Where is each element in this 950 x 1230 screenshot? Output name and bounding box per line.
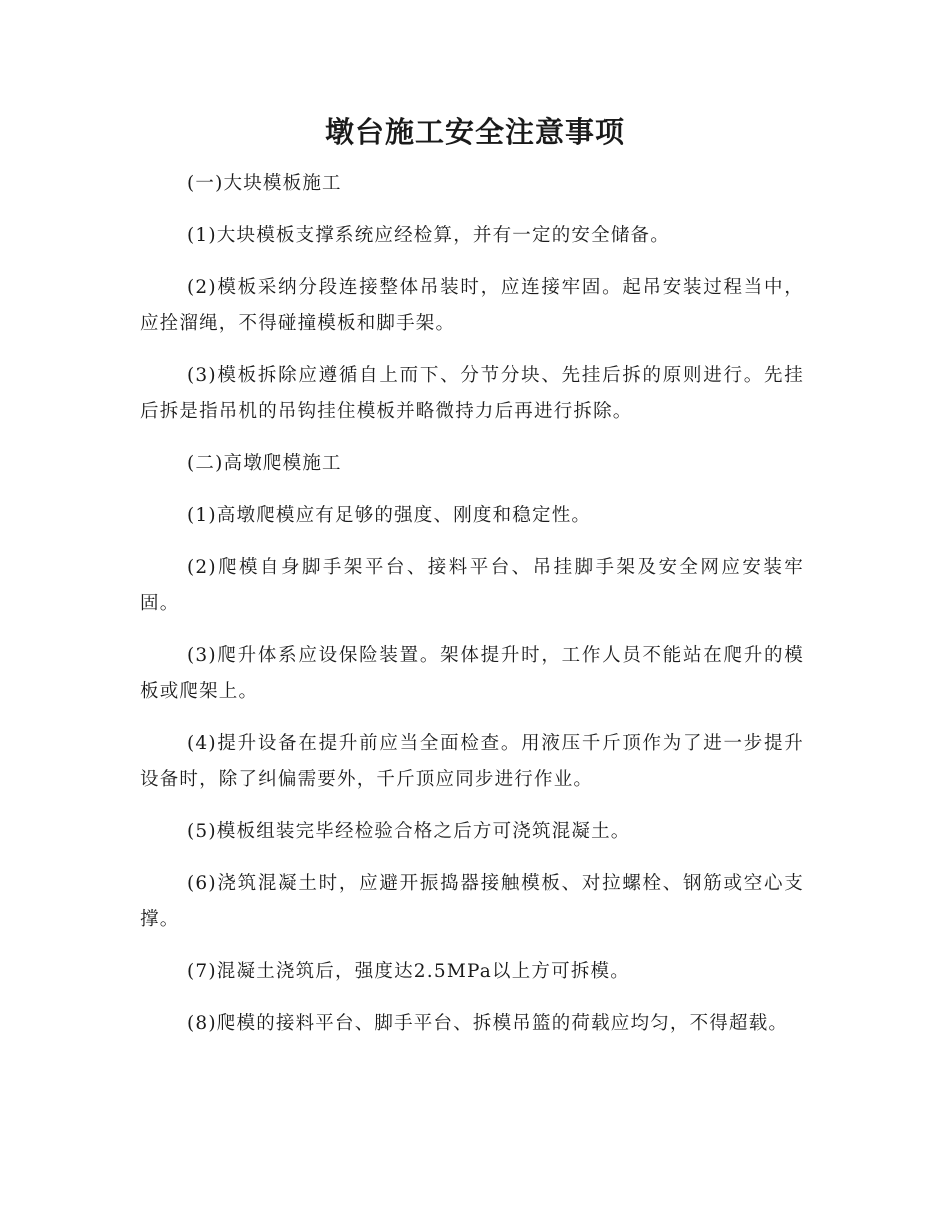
section-heading-climbing-formwork: (二)高墩爬模施工 <box>187 453 342 474</box>
paragraph-item: (8)爬模的接料平台、脚手平台、拆模吊篮的荷载应均匀，不得超载。 <box>187 1013 789 1034</box>
paragraph-item: (6)浇筑混凝土时，应避开振捣器接触模板、对拉螺栓、钢筋或空心支撑。 <box>140 873 804 930</box>
paragraph-item: (2)爬模自身脚手架平台、接料平台、吊挂脚手架及安全网应安装牢固。 <box>140 557 804 614</box>
section-heading-large-formwork: (一)大块模板施工 <box>187 173 342 194</box>
paragraph-item: (4)提升设备在提升前应当全面检查。用液压千斤顶作为了进一步提升设备时，除了纠偏需要外，千斤顶应同步进行作业。 <box>140 733 804 790</box>
document-body <box>140 166 804 1058</box>
paragraph-item: (2)模板采纳分段连接整体吊装时，应连接牢固。起吊安装过程当中，应拴溜绳，不得碰撞模板和脚手架。 <box>140 277 804 334</box>
paragraph-item: (3)爬升体系应设保险装置。架体提升时，工作人员不能站在爬升的模板或爬架上。 <box>140 645 804 702</box>
paragraph-item: (5)模板组装完毕经检验合格之后方可浇筑混凝土。 <box>187 821 631 842</box>
paragraph-item: (7)混凝土浇筑后，强度达2.5MPa以上方可拆模。 <box>187 961 630 982</box>
paragraph-item: (3)模板拆除应遵循自上而下、分节分块、先挂后拆的原则进行。先挂后拆是指吊机的吊钩挂住模板并略微持力后再进行拆除。 <box>140 365 804 422</box>
paragraph-item: (1)大块模板支撑系统应经检算，并有一定的安全储备。 <box>187 225 670 246</box>
page-title: 墩台施工安全注意事项 <box>324 115 625 149</box>
paragraph-item: (1)高墩爬模应有足够的强度、刚度和稳定性。 <box>187 505 592 526</box>
